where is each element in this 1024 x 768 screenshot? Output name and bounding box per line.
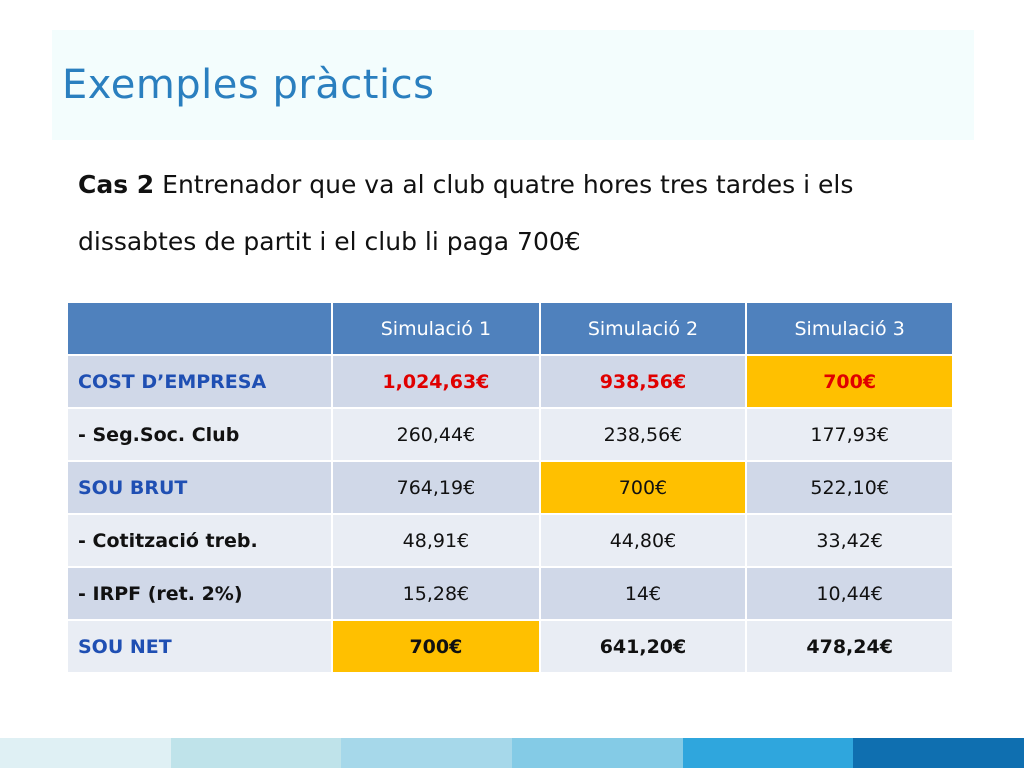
table-row [67,514,953,567]
table-cell: 10,44€ [746,567,953,620]
table-cell: 48,91€ [332,514,539,567]
table-cell: 15,28€ [332,567,539,620]
table-cell: 522,10€ [746,461,953,514]
row-label-cost-empresa: COST D’EMPRESA [67,355,332,408]
header-blank-cell [67,302,332,355]
footer-segment [0,738,171,768]
table-row [67,567,953,620]
footer-segment [683,738,854,768]
table-cell: 1,024,63€ [332,355,539,408]
footer-segment [512,738,683,768]
table-cell-highlighted: 700€ [540,461,747,514]
row-label-sou-net: SOU NET [67,620,332,673]
table-row [67,355,953,408]
footer-segment [171,738,342,768]
row-label-irpf: - IRPF (ret. 2%) [67,567,332,620]
table-cell: 938,56€ [540,355,747,408]
row-label-cotitzacio-treb: - Cotització treb. [67,514,332,567]
case-label: Cas 2 [78,170,155,199]
table-cell: 14€ [540,567,747,620]
table-cell: 238,56€ [540,408,747,461]
table-cell-highlighted: 700€ [746,355,953,408]
table-row [67,408,953,461]
footer-color-band [0,738,1024,768]
salary-simulation-table [66,301,954,674]
table-cell: 260,44€ [332,408,539,461]
footer-segment [853,738,1024,768]
case-description [78,156,898,270]
header-simulacio-3: Simulació 3 [746,302,953,355]
table-header-row [67,302,953,355]
table-cell: 764,19€ [332,461,539,514]
case-text: Entrenador que va al club quatre hores tres tardes i els dissabtes de partit i el club li paga 700€ [78,170,854,256]
table-cell: 177,93€ [746,408,953,461]
table-row [67,461,953,514]
header-simulacio-1: Simulació 1 [332,302,539,355]
header-simulacio-2: Simulació 2 [540,302,747,355]
slide-title: Exemples pràctics [62,62,435,108]
table-cell-highlighted: 700€ [332,620,539,673]
table-cell: 33,42€ [746,514,953,567]
row-label-seg-soc-club: - Seg.Soc. Club [67,408,332,461]
footer-segment [341,738,512,768]
table-cell: 478,24€ [746,620,953,673]
row-label-sou-brut: SOU BRUT [67,461,332,514]
table-cell: 44,80€ [540,514,747,567]
table-row [67,620,953,673]
table-cell: 641,20€ [540,620,747,673]
